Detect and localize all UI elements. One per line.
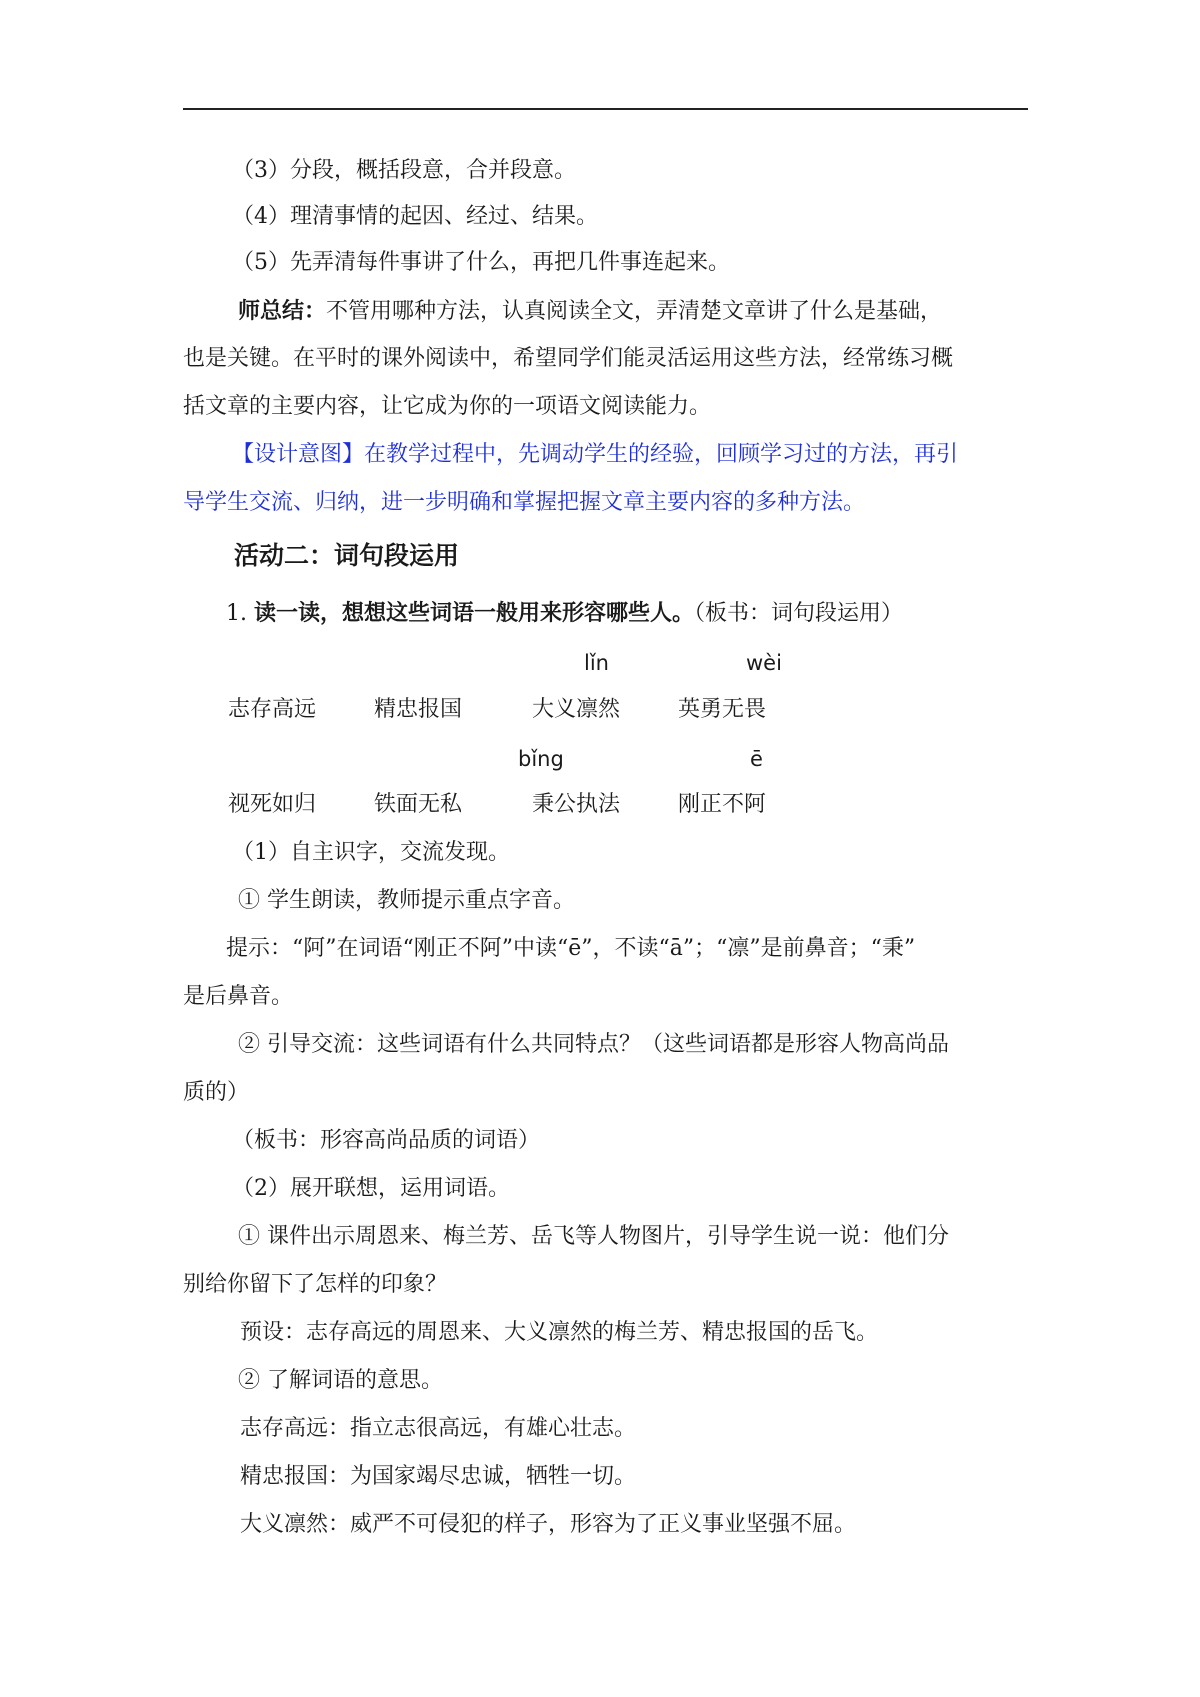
meaning-zhicungaoyuan: 志存高远：指立志很高远，有雄心壮志。 xyxy=(240,1416,637,1441)
word-shisirugui: 视死如归 xyxy=(228,792,317,817)
pinyin-wei: wèi xyxy=(746,651,782,675)
word-tiemianwusi: 铁面无私 xyxy=(374,792,463,817)
preset: 预设：志存高远的周恩来、大义凛然的梅兰芳、精忠报国的岳飞。 xyxy=(240,1320,879,1345)
meaning-jingzhongbaoguo: 精忠报国：为国家竭尽忠诚，牺牲一切。 xyxy=(240,1464,637,1489)
word-jingzhongbaoguo: 精忠报国 xyxy=(374,697,463,722)
step-2b: ② 了解词语的意思。 xyxy=(238,1368,443,1393)
summary-text-1: 不管用哪种方法，认真阅读全文，弄清楚文章讲了什么是基础， xyxy=(326,299,943,324)
intro-item-4: （4）理清事情的起因、经过、结果。 xyxy=(232,204,598,229)
intro-item-3: （3）分段，概括段意，合并段意。 xyxy=(232,158,576,183)
summary-line-2: 也是关键。在平时的课外阅读中，希望同学们能灵活运用这些方法，经常练习概 xyxy=(183,346,954,371)
pinyin-e: ē xyxy=(750,747,763,771)
step-1: （1）自主识字，交流发现。 xyxy=(232,840,510,865)
summary-line-3: 括文章的主要内容，让它成为你的一项语文阅读能力。 xyxy=(183,394,712,419)
step-2: （2）展开联想，运用词语。 xyxy=(232,1176,510,1201)
pinyin-bing: bǐng xyxy=(518,747,564,771)
board-note-2: （板书：形容高尚品质的词语） xyxy=(232,1128,541,1153)
step-1b-line-2: 质的） xyxy=(183,1080,250,1105)
step-1b-line-1: ② 引导交流：这些词语有什么共同特点？（这些词语都是形容人物高尚品 xyxy=(238,1032,949,1057)
word-gangzhengbue: 刚正不阿 xyxy=(678,792,767,817)
activity-title: 活动二：词句段运用 xyxy=(234,541,460,570)
task-1 xyxy=(226,598,903,629)
step-2a-line-1: ① 课件出示周恩来、梅兰芳、岳飞等人物图片，引导学生说一说：他们分 xyxy=(238,1224,949,1249)
header-rule xyxy=(183,108,1028,110)
word-yingyongwuwei: 英勇无畏 xyxy=(678,697,767,722)
task-1-board-note: （板书：词句段运用） xyxy=(694,601,904,626)
design-intent-line-1: 【设计意图】在教学过程中，先调动学生的经验，回顾学习过的方法，再引 xyxy=(232,442,959,467)
hint-line-2: 是后鼻音。 xyxy=(183,984,294,1009)
word-zhicungaoyuan: 志存高远 xyxy=(228,697,317,722)
meaning-dayilinran: 大义凛然：威严不可侵犯的样子，形容为了正义事业坚强不屈。 xyxy=(240,1512,857,1537)
task-1-number: 1. xyxy=(226,601,254,626)
word-dayilinran: 大义凛然 xyxy=(532,697,621,722)
step-1a: ① 学生朗读，教师提示重点字音。 xyxy=(238,888,575,913)
pinyin-lin: lǐn xyxy=(584,651,609,675)
step-2a-line-2: 别给你留下了怎样的印象？ xyxy=(183,1272,448,1297)
summary-label: 师总结： xyxy=(238,298,327,324)
intro-item-5: （5）先弄清每件事讲了什么，再把几件事连起来。 xyxy=(232,250,730,275)
summary-line-1 xyxy=(238,296,942,327)
hint-line-1: 提示：“阿”在词语“刚正不阿”中读“ē”，不读“ā”；“凛”是前鼻音；“秉” xyxy=(226,936,916,961)
word-binggongzhifa: 秉公执法 xyxy=(532,792,621,817)
design-intent-line-2: 导学生交流、归纳，进一步明确和掌握把握文章主要内容的多种方法。 xyxy=(183,490,866,515)
task-1-prompt: 读一读，想想这些词语一般用来形容哪些人。 xyxy=(253,600,694,626)
